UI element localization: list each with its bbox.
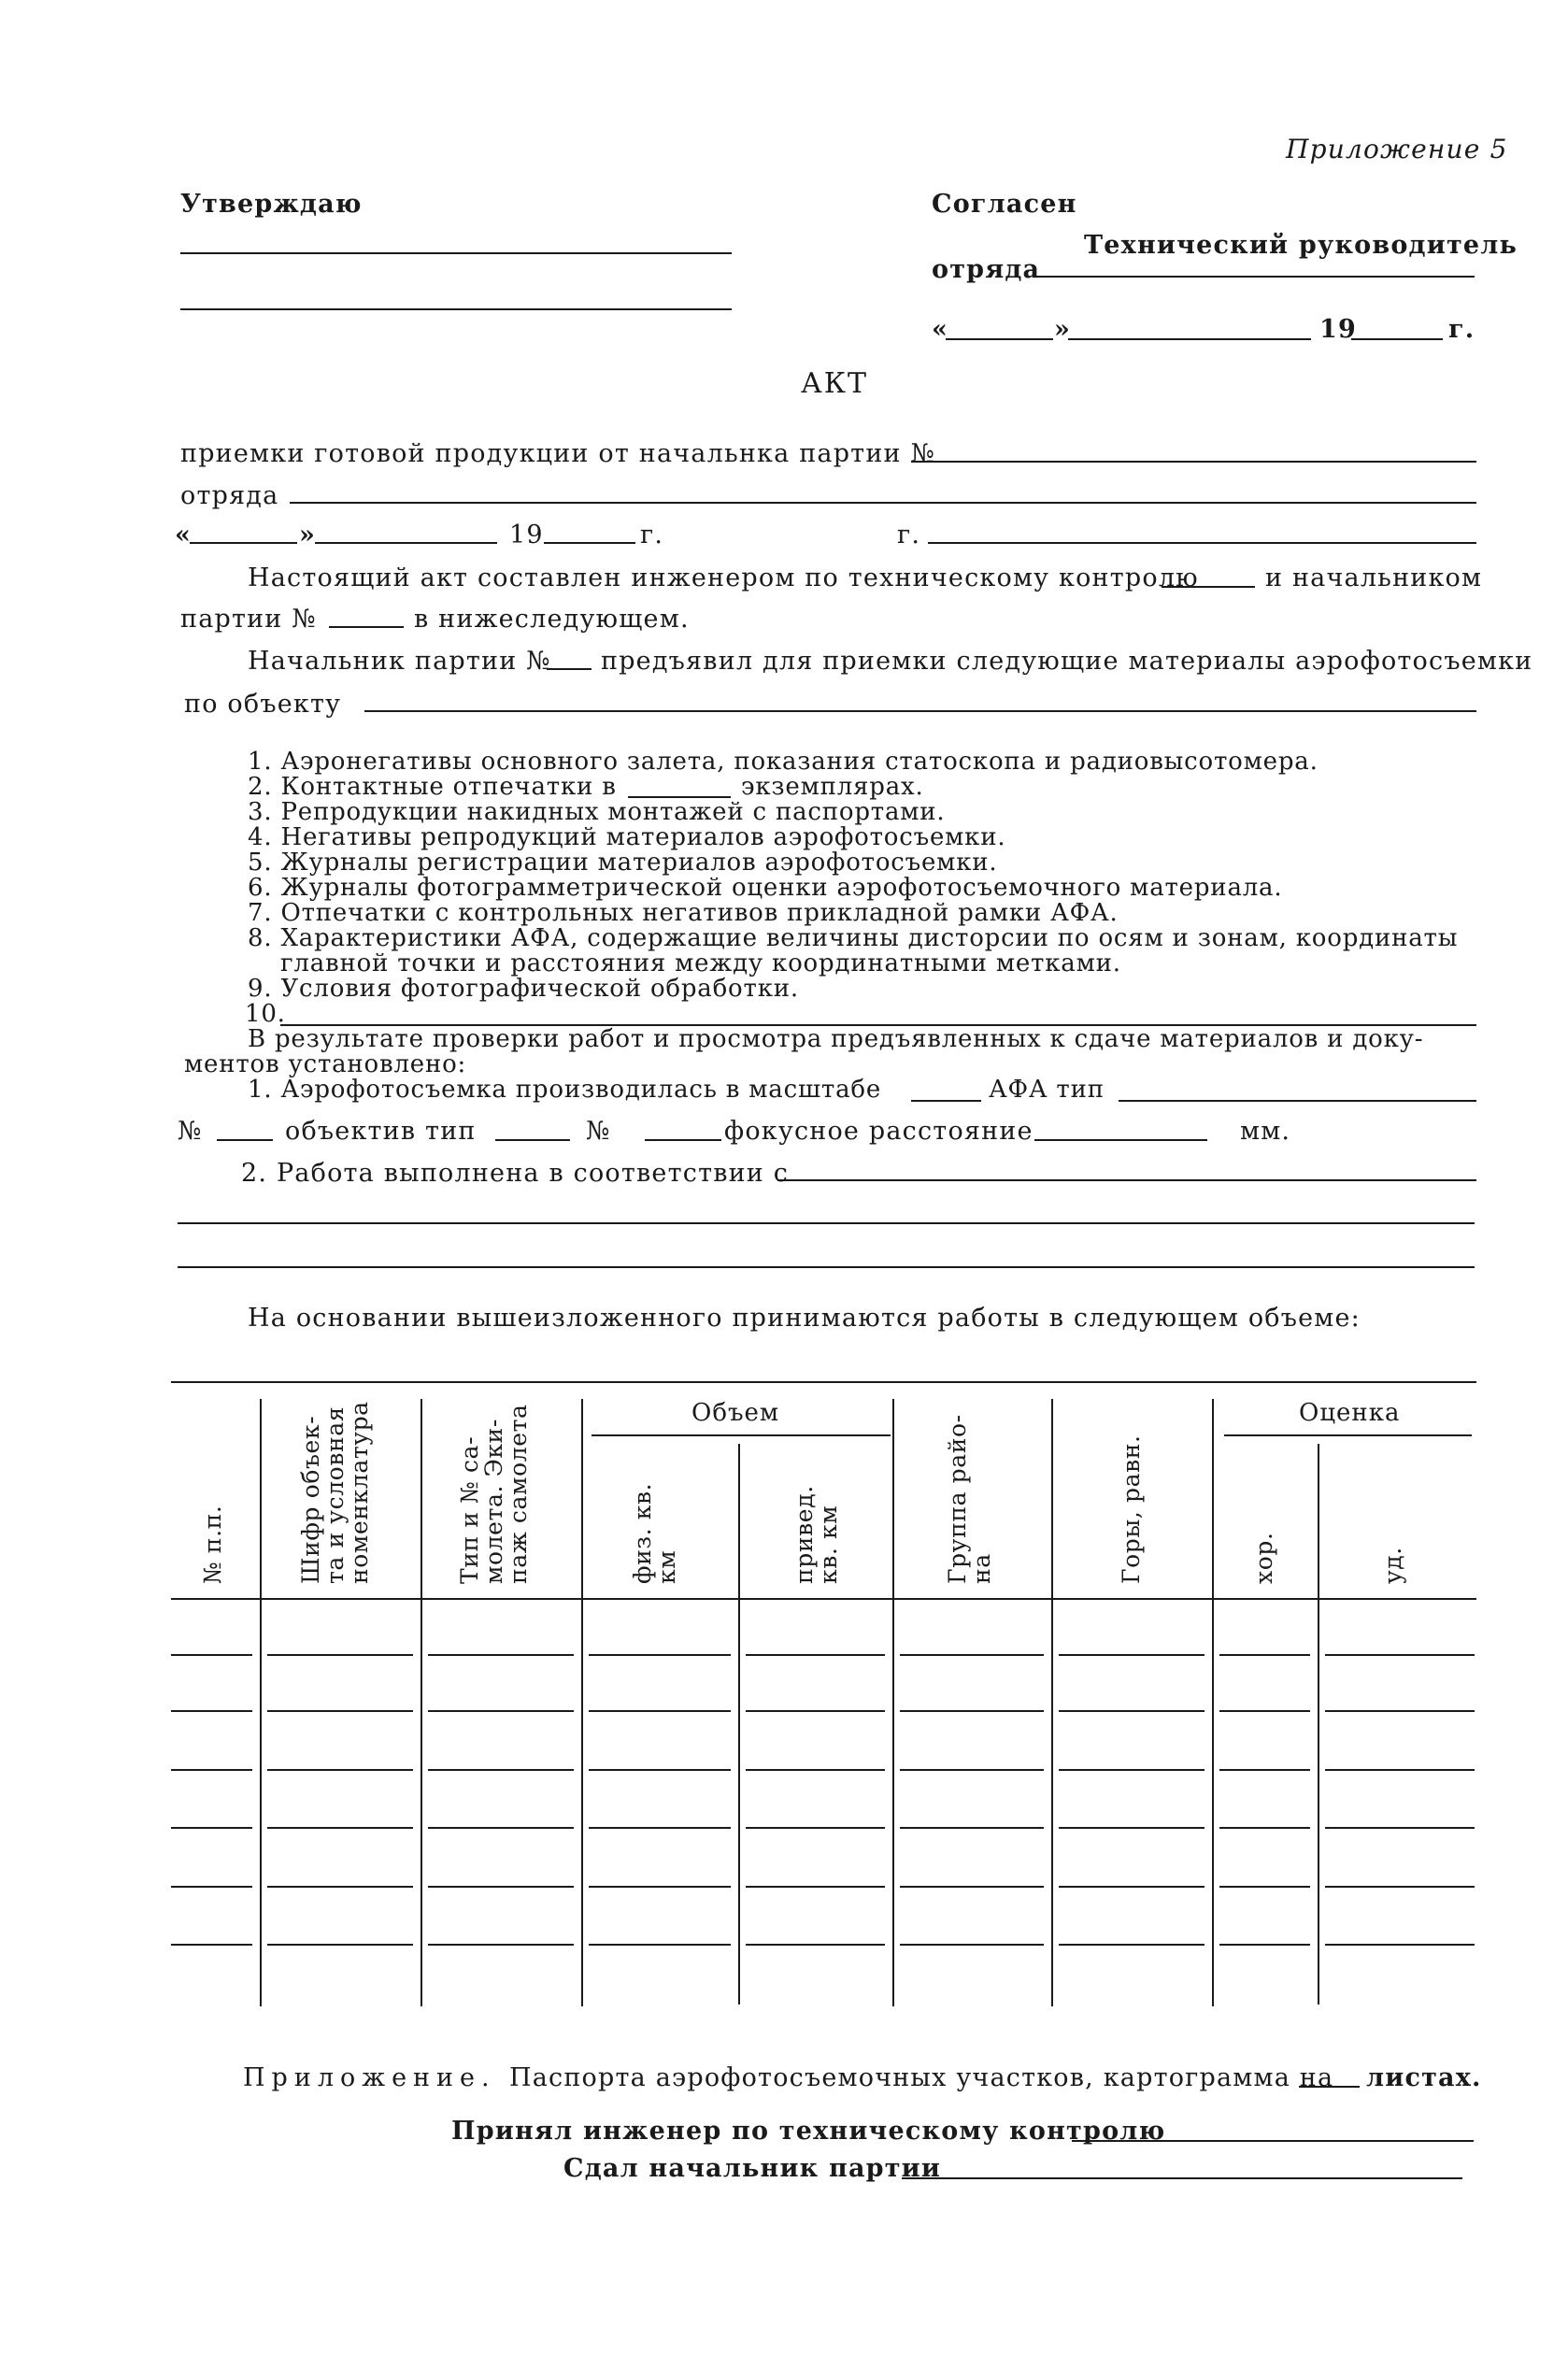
table-cell-line [746,1769,885,1771]
table-cell-line [428,1710,574,1712]
result-line-4b: объектив тип [285,1117,477,1146]
table-cell-line [589,1769,731,1771]
date-year-prefix: 19 [1319,315,1357,344]
result-line-4e: мм. [1240,1117,1291,1146]
grade-subheader-line [1224,1434,1472,1436]
subtitle-line-1: приемки готовой продукции от начальнка партии № [180,439,936,468]
table-cell-line [428,1886,574,1888]
col-header-plane-1: Тип и № са- [456,1435,483,1584]
table-cell-line [1219,1886,1310,1888]
volume-group-header: Объем [691,1399,780,1427]
col-header-good: хор. [1250,1532,1277,1584]
table-col-divider [892,1399,894,2006]
list-item: 10. [245,1000,286,1028]
table-cell-line [1059,1710,1205,1712]
p1-text-a: Настоящий акт составлен инженером по техническому контролю [248,564,1199,592]
table-cell-line [171,1710,252,1712]
table-cell-line [1219,1654,1310,1656]
col-header-plane-2: молета. Эки- [480,1419,507,1584]
table-top-line [171,1381,1476,1383]
list-item: 9. Условия фотографической обработки. [248,975,799,1003]
table-cell-line [900,1769,1044,1771]
table-cell-line [900,1827,1044,1829]
table-cell-line [900,1710,1044,1712]
agreed-label: Согласен [932,190,1077,219]
col-header-code-2: та и условная [321,1405,349,1584]
result-line-4d: фокусное расстояние [724,1117,1033,1146]
act-title: АКТ [801,367,868,400]
table-cell-line [267,1944,413,1946]
footer-appendix-end: листах. [1366,2063,1482,2092]
table-cell-line [1325,1710,1475,1712]
result-line-5: 2. Работа выполнена в соответствии с [241,1159,790,1188]
result-line-1: В результате проверки работ и просмотра предъявленных к сдаче материалов и доку- [248,1025,1424,1053]
table-cell-line [171,1769,252,1771]
p1-text-b: и начальником [1265,564,1483,592]
result-line-3a: 1. Аэрофотосъемка производилась в масштабе [248,1076,882,1104]
table-cell-line [428,1654,574,1656]
table-col-divider [1212,1399,1214,2006]
table-cell-line [746,1654,885,1656]
list-item: 6. Журналы фотограмметрической оценки аэрофотосъемочного материала. [248,874,1283,902]
list-item: 8. Характеристики АФА, содержащие величины дисторсии по осям и зонам, координаты [248,924,1459,952]
table-col-divider [581,1399,583,2006]
table-cell-line [589,1944,731,1946]
volume-subheader-line [592,1434,891,1436]
accepted-by-label: Принял инженер по техническому контролю [451,2117,1166,2146]
table-cell-line [746,1886,885,1888]
list-item: 2. Контактные отпечатки в [248,773,617,801]
table-cell-line [267,1710,413,1712]
table-cell-line [1219,1944,1310,1946]
table-header-bottom-line [171,1598,1476,1600]
table-cell-line [428,1944,574,1946]
list-item: 4. Негативы репродукций материалов аэрофотосъемки. [248,823,1006,851]
p2-text-c: по объекту [184,690,342,719]
list-item: главной точки и расстояния между координатными метками. [280,949,1121,977]
table-cell-line [1059,1886,1205,1888]
col-header-terrain: Горы, равн. [1118,1434,1145,1584]
list-item: 1. Аэронегативы основного залета, показания статоскопа и радиовысотомера. [248,748,1319,776]
p2-text-b: предъявил для приемки следующие материалы аэрофотосъемки [601,647,1533,676]
table-cell-line [428,1827,574,1829]
subtitle-quote-open: « [175,521,192,549]
table-col-divider [1318,1444,1319,2004]
tech-head-label: Технический руководитель [1084,231,1518,260]
table-cell-line [428,1769,574,1771]
grade-group-header: Оценка [1299,1399,1401,1427]
table-col-divider [738,1444,740,2004]
p1-text-c: партии № [180,605,318,634]
col-header-plane-3: паж самолета [505,1404,532,1584]
table-cell-line [171,1944,252,1946]
date-quote-open: « [932,315,949,344]
sheets-count-line [1299,2086,1360,2088]
appendix-label: Приложение 5 [1286,134,1508,164]
p1-text-d: в нижеследующем. [414,605,690,634]
result-line-4a: № [178,1117,203,1146]
table-cell-line [589,1886,731,1888]
footer-appendix-label: Приложение. [243,2063,496,2092]
table-cell-line [746,1710,885,1712]
table-cell-line [1059,1769,1205,1771]
table-cell-line [589,1827,731,1829]
col-header-reduced-1: привед. [791,1485,818,1584]
accept-text: На основании вышеизложенного принимаются работы в следующем объеме: [248,1304,1361,1333]
subtitle-city: г. [897,521,921,549]
table-cell-line [746,1827,885,1829]
subtitle-year-prefix: 19 [509,521,544,549]
table-cell-line [1325,1886,1475,1888]
table-cell-line [1325,1654,1475,1656]
table-cell-line [1219,1827,1310,1829]
result-line-3b: АФА тип [989,1076,1105,1104]
table-cell-line [267,1886,413,1888]
table-cell-line [900,1886,1044,1888]
detachment-label: отряда [932,255,1041,284]
table-cell-line [1219,1710,1310,1712]
footer-appendix-text: Паспорта аэрофотосъемочных участков, картограмма на [509,2063,1334,2092]
col-header-phys-2: км [653,1549,680,1584]
handed-signature-line [902,2177,1462,2179]
result-line-4c: № [586,1117,611,1146]
table-cell-line [267,1769,413,1771]
table-cell-line [1325,1827,1475,1829]
date-quote-close: » [1054,315,1072,344]
col-header-satisfactory: уд. [1379,1547,1406,1584]
col-header-code-3: номенклатура [346,1401,373,1584]
table-cell-line [900,1654,1044,1656]
table-cell-line [171,1827,252,1829]
approve-label: Утверждаю [180,190,363,219]
table-cell-line [1325,1769,1475,1771]
table-cell-line [171,1886,252,1888]
subtitle-line-2: отряда [180,481,279,510]
result-line-2: ментов установлено: [184,1050,467,1078]
list-item: 3. Репродукции накидных монтажей с паспортами. [248,798,946,826]
list-item: экземплярах. [741,773,924,801]
col-header-region-1: Группа райо- [944,1414,971,1584]
table-cell-line [1059,1944,1205,1946]
list-item: 7. Отпечатки с контрольных негативов прикладной рамки АФА. [248,899,1119,927]
col-header-region-2: на [968,1553,995,1584]
accepted-signature-line [1072,2140,1474,2142]
col-header-code-1: Шифр объек- [297,1415,324,1584]
col-header-phys-1: физ. кв. [629,1482,656,1584]
p2-text-a: Начальник партии № [248,647,551,676]
handed-by-label: Сдал начальник партии [563,2154,942,2183]
subtitle-year-suffix: г. [640,521,664,549]
table-cell-line [1325,1944,1475,1946]
table-cell-line [267,1827,413,1829]
table-cell-line [746,1944,885,1946]
table-cell-line [171,1654,252,1656]
table-col-divider [1051,1399,1053,2006]
col-header-reduced-2: кв. км [815,1505,842,1584]
date-year-suffix: г. [1448,315,1475,344]
table-col-divider [421,1399,422,2006]
col-header-num: № п.п. [199,1505,226,1584]
table-cell-line [1059,1827,1205,1829]
subtitle-quote-close: » [299,521,317,549]
list-item: 5. Журналы регистрации материалов аэрофотосъемки. [248,849,998,877]
table-cell-line [900,1944,1044,1946]
table-cell-line [1219,1769,1310,1771]
table-cell-line [589,1654,731,1656]
table-cell-line [267,1654,413,1656]
table-cell-line [1059,1654,1205,1656]
table-cell-line [589,1710,731,1712]
table-col-divider [260,1399,262,2006]
